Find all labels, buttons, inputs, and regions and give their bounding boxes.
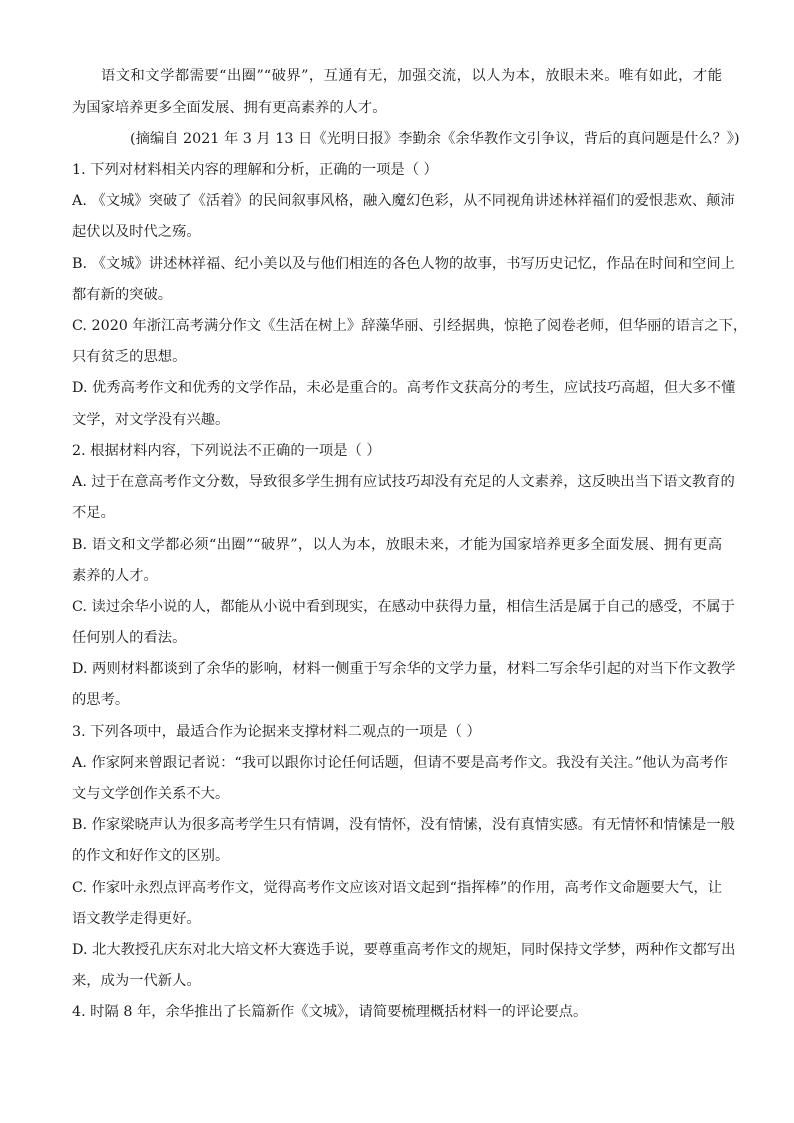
question-3-stem: 3. 下列各项中，最适合作为论据来支撑材料二观点的一项是（ ） xyxy=(72,724,481,740)
question-1-option-c-line-1: C. 2020 年浙江高考满分作文《生活在树上》辞藻华丽、引经据典，惊艳了阅卷老师，但华丽的语言之下， xyxy=(72,318,748,334)
question-2-option-d-line-1: D. 两则材料都谈到了余华的影响，材料一侧重于写余华的文学力量，材料二写余华引起的对当下作文教学 xyxy=(72,661,736,677)
question-2-option-c-line-2: 任何别人的看法。 xyxy=(72,630,187,646)
question-3-option-d-line-2: 来，成为一代新人。 xyxy=(72,973,201,989)
question-2-option-a-line-2: 不足。 xyxy=(72,505,115,521)
question-1-option-b-line-2: 都有新的突破。 xyxy=(72,287,173,303)
intro-paragraph-line-2: 为国家培养更多全面发展、拥有更高素养的人才。 xyxy=(72,100,387,116)
question-3-option-b-line-2: 的作文和好作文的区别。 xyxy=(72,848,230,864)
source-citation: (摘编自 2021 年 3 月 13 日《光明日报》李勤余《余华教作文引争议，背后的真问题是什么？》) xyxy=(130,131,740,147)
question-2-stem: 2. 根据材料内容，下列说法不正确的一项是（ ） xyxy=(72,443,381,459)
intro-paragraph-line-1: 语文和文学都需要“出圈”“破界”，互通有无，加强交流，以人为本，放眼未来。唯有如此，才能 xyxy=(101,68,722,84)
question-3-option-b-line-1: B. 作家梁晓声认为很多高考学生只有情调，没有情怀，没有情愫，没有真情实感。有无情怀和情愫是一般 xyxy=(72,817,735,833)
question-2-option-a-line-1: A. 过于在意高考作文分数，导致很多学生拥有应试技巧却没有充足的人文素养，这反映出当下语文教育的 xyxy=(72,474,735,490)
question-3-option-c-line-2: 语文教学走得更好。 xyxy=(72,911,201,927)
question-2-option-c-line-1: C. 读过余华小说的人，都能从小说中看到现实，在感动中获得力量，相信生活是属于自己的感受，不属于 xyxy=(72,599,735,615)
question-3-option-a-line-1: A. 作家阿来曾跟记者说：“我可以跟你讨论任何话题，但请不要是高考作文。我没有关注。”他认为高考作 xyxy=(72,755,728,771)
question-1-option-d-line-1: D. 优秀高考作文和优秀的文学作品，未必是重合的。高考作文获高分的考生，应试技巧高超，但大多不懂 xyxy=(72,380,736,396)
question-3-option-a-line-2: 文与文学创作关系不大。 xyxy=(72,786,230,802)
question-3-option-d-line-1: D. 北大教授孔庆东对北大培文杯大赛选手说，要尊重高考作文的规矩，同时保持文学梦，两种作文都写出 xyxy=(72,942,736,958)
question-2-option-b-line-1: B. 语文和文学都必须“出圈”“破界”，以人为本，放眼未来，才能为国家培养更多全面发展、拥有更高 xyxy=(72,537,722,553)
question-3-option-c-line-1: C. 作家叶永烈点评高考作文，觉得高考作文应该对语文起到“指挥棒”的作用，高考作文命题要大气，让 xyxy=(72,880,722,896)
question-1-option-a-line-1: A. 《文城》突破了《活着》的民间叙事风格，融入魔幻色彩，从不同视角讲述林祥福们的爱恨悲欢、颠沛 xyxy=(72,193,735,209)
question-1-stem: 1. 下列对材料相关内容的理解和分析，正确的一项是（ ） xyxy=(72,162,438,178)
question-1-option-c-line-2: 只有贫乏的思想。 xyxy=(72,349,187,365)
question-4-stem: 4. 时隔 8 年，余华推出了长篇新作《文城》，请简要梳理概括材料一的评论要点。 xyxy=(72,1004,588,1020)
question-1-option-d-line-2: 文学，对文学没有兴趣。 xyxy=(72,412,230,428)
question-2-option-d-line-2: 的思考。 xyxy=(72,692,130,708)
question-1-option-b-line-1: B. 《文城》讲述林祥福、纪小美以及与他们相连的各色人物的故事，书写历史记忆，作品在时间和空间上 xyxy=(72,256,735,272)
question-2-option-b-line-2: 素养的人才。 xyxy=(72,568,158,584)
question-1-option-a-line-2: 起伏以及时代之殇。 xyxy=(72,224,201,240)
